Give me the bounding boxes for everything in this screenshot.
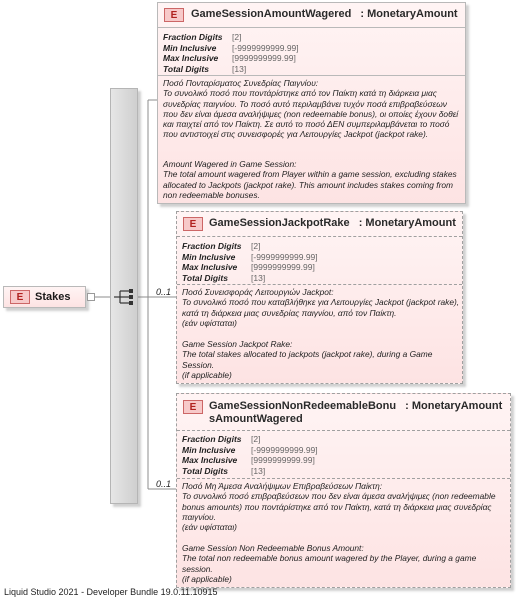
- element-badge: E: [10, 290, 30, 304]
- facet-value: [9999999999.99]: [251, 262, 315, 272]
- facet-label: Max Inclusive: [163, 53, 219, 63]
- sequence-compositor[interactable]: [110, 88, 138, 504]
- element-game-session-jackpot-rake[interactable]: [176, 211, 463, 384]
- documentation-greek: Ποσό Πονταρίσματος Συνεδρίας Παιγνίου: Το συνολικό ποσό που ποντάρίστηκε από τον Παίκτη κατά τη διάρκεια μιας συνεδρίας παιγνίου. Το ποσό αυτό περιλαμβάνει τυχόν ποσά επιβραβεύσεων που δεν είναι άμεσα αναλήψιμες (non redeemable bonus), οι οποίες έχουν δοθεί και παιχτεί από τον Παίκτη. Σε αυτό το ποσό ΔΕΝ συμπεριλαμβάνεται το ποσό που αντιστοιχεί στις συνεισφορές για Λειτουργίες Jackpot (jackpot rake).: [163, 78, 459, 140]
- sequence-icon: [114, 287, 136, 307]
- root-element-label: Stakes: [35, 291, 71, 303]
- facet-value: [2]: [232, 32, 242, 42]
- element-header: [158, 3, 465, 28]
- facet-label: Min Inclusive: [163, 42, 217, 53]
- facet-label: Total Digits: [182, 272, 228, 283]
- facet-label: Total Digits: [163, 63, 209, 74]
- facet-value: [-9999999999.99]: [232, 42, 299, 53]
- collapse-toggle[interactable]: [87, 293, 95, 301]
- facet-label: Max Inclusive: [182, 455, 238, 465]
- element-badge: E: [183, 217, 203, 231]
- separator: [158, 75, 465, 76]
- footer-caption: Liquid Studio 2021 - Developer Bundle 19.0.11.10915: [4, 587, 218, 597]
- facet-value: [13]: [251, 465, 266, 476]
- element-header: [177, 212, 462, 237]
- facet-value: [9999999999.99]: [251, 455, 315, 465]
- element-title: [209, 400, 502, 426]
- documentation-greek: Ποσό Μη Άμεσα Αναλήψιμων Επιβραβεύσεων Παίκτη: Το συνολικό ποσό επιβραβεύσεων που δεν είναι άμεσα αναλήψιμες (non redeemable bonus amounts) που ποντάρίστηκε από τον Παίκτη, κατά τη διάρκεια μιας συνεδρίας παιγνίου. (εάν υφίσταται): [182, 481, 496, 533]
- facets-list: [163, 32, 299, 74]
- element-title: [209, 217, 456, 230]
- separator: [177, 478, 510, 479]
- facet-label: Fraction Digits: [182, 434, 242, 444]
- element-name: GameSessionAmountWagered: [191, 8, 352, 20]
- facet-value: [13]: [232, 63, 247, 74]
- facets-list: [182, 241, 318, 283]
- multiplicity-label: 0..1: [156, 479, 172, 489]
- documentation-english: Amount Wagered in Game Session: The total amount wagered from Player within a game session, excluding stakes allocated to Jackpots (jackpot rake). This amount includes stakes coming from non redeemable bonuses.: [163, 159, 457, 200]
- documentation-english: Game Session Non Redeemable Bonus Amount: The total non redeemable bonus amount wagered by the Player, during a game session. (if applicable): [182, 543, 477, 584]
- element-game-session-non-redeemable-bonus-amount-wagered[interactable]: [176, 393, 511, 588]
- facet-value: [13]: [251, 272, 266, 283]
- documentation-greek: Ποσό Συνεισφοράς Λειτουργιών Jackpot: Το συνολικό ποσό που καταβλήθηκε για Λειτουργίες Jackpot (jackpot rake), κατά τη διάρκεια μιας συνεδρίας παιγνίου, από τον Παίκτη. (εάν υφίσταται): [182, 287, 460, 328]
- element-name-line1: GameSessionNonRedeemableBonu: [209, 400, 397, 412]
- element-name-line2: sAmountWagered: [209, 413, 303, 425]
- facet-label: Min Inclusive: [182, 251, 236, 262]
- element-type: : MonetaryAmount: [405, 400, 503, 412]
- element-type: : MonetaryAmount: [360, 8, 458, 20]
- element-title: [191, 8, 458, 21]
- facet-value: [2]: [251, 241, 261, 251]
- element-badge: E: [183, 400, 203, 414]
- separator: [177, 284, 462, 285]
- facet-value: [9999999999.99]: [232, 53, 296, 63]
- facet-value: [-9999999999.99]: [251, 251, 318, 262]
- root-element-stakes[interactable]: [3, 286, 86, 308]
- element-type: : MonetaryAmount: [358, 217, 456, 229]
- facet-label: Fraction Digits: [163, 32, 223, 42]
- facet-label: Max Inclusive: [182, 262, 238, 272]
- facets-list: [182, 434, 318, 476]
- element-badge: E: [164, 8, 184, 22]
- element-header: [177, 394, 510, 431]
- element-game-session-amount-wagered[interactable]: [157, 2, 466, 204]
- facet-value: [2]: [251, 434, 261, 444]
- multiplicity-label: 0..1: [156, 287, 172, 297]
- element-name: GameSessionJackpotRake: [209, 217, 350, 229]
- facet-label: Total Digits: [182, 465, 228, 476]
- facet-label: Min Inclusive: [182, 444, 236, 455]
- facet-label: Fraction Digits: [182, 241, 242, 251]
- documentation-english: Game Session Jackpot Rake: The total stakes allocated to jackpots (jackpot rake), during a Game Session. (if applicable): [182, 339, 433, 380]
- facet-value: [-9999999999.99]: [251, 444, 318, 455]
